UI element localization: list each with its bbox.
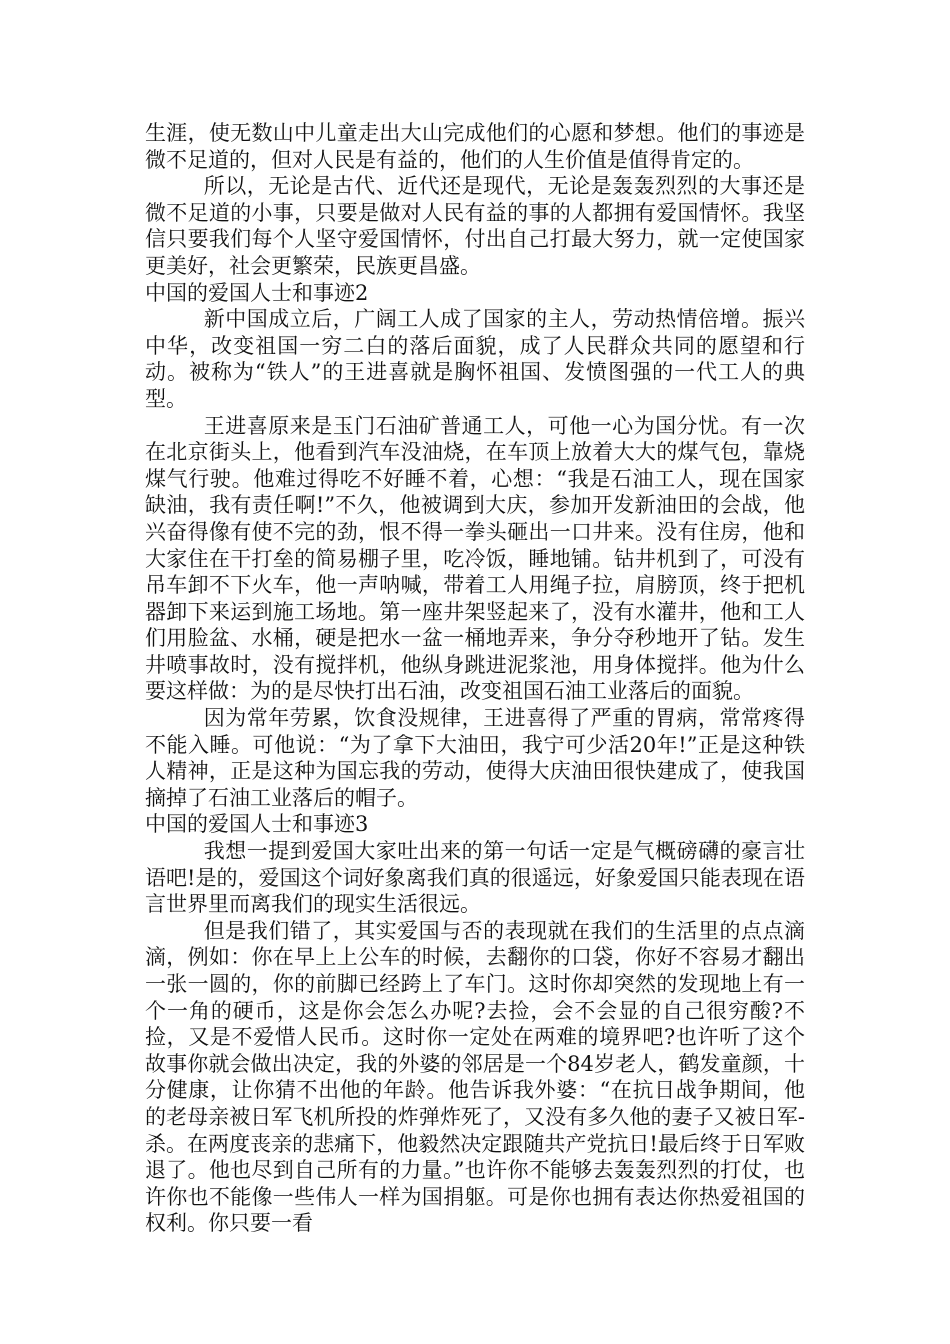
paragraph-3: 新中国成立后，广阔工人成了国家的主人，劳动热情倍增。振兴中华，改变祖国一穷二白的落后面貌，成了人民群众共同的愿望和行动。被称为“铁人”的王进喜就是胸怀祖国、发愤图强的一代工人的典型。 bbox=[145, 307, 805, 411]
section-heading-3: 中国的爱国人士和事迹3 bbox=[145, 812, 369, 837]
paragraph-2: 所以，无论是古代、近代还是现代，无论是轰轰烈烈的大事还是微不足道的小事，只要是做对人民有益的事的人都拥有爱国情怀。我坚信只要我们每个人坚守爱国情怀，付出自己打最大努力，就一定使国家更美好，社会更繁荣，民族更昌盛。 bbox=[145, 174, 805, 278]
document-page bbox=[145, 120, 805, 1237]
paragraph-6: 我想一提到爱国大家吐出来的第一句话一定是气概磅礴的豪言壮语吧!是的，爱国这个词好象离我们真的很遥远，好象爱国只能表现在语言世界里而离我们的现实生活很远。 bbox=[145, 839, 805, 917]
paragraph-5: 因为常年劳累，饮食没规律，王进喜得了严重的胃病，常常疼得不能入睡。可他说：“为了拿下大油田，我宁可少活20年!”正是这种铁人精神，正是这种为国忘我的劳动，使得大庆油田很快建成了，使我国摘掉了石油工业落后的帽子。 bbox=[145, 706, 805, 810]
paragraph-1: 生涯，使无数山中儿童走出大山完成他们的心愿和梦想。他们的事迹是微不足道的，但对人民是有益的，他们的人生价值是值得肯定的。 bbox=[145, 121, 805, 172]
paragraph-4: 王进喜原来是玉门石油矿普通工人，可他一心为国分忧。有一次在北京街头上，他看到汽车没油烧，在车顶上放着大大的煤气包，靠烧煤气行驶。他难过得吃不好睡不着，心想：“我是石油工人，现在国家缺油，我有责任啊!”不久，他被调到大庆，参加开发新油田的会战，他兴奋得像有使不完的劲，恨不得一拳头砸出一口井来。没有住房，他和大家住在干打垒的简易棚子里，吃冷饭，睡地铺。钻井机到了，可没有吊车卸不下火车，他一声呐喊，带着工人用绳子拉，肩膀顶，终于把机器卸下来运到施工场地。第一座井架竖起来了，没有水灌井，他和工人们用脸盆、水桶，硬是把水一盆一桶地弄来，争分夺秒地开了钻。发生井喷事故时，没有搅拌机，他纵身跳进泥浆池，用身体搅拌。他为什么要这样做：为的是尽快打出石油，改变祖国石油工业落后的面貌。 bbox=[145, 413, 805, 704]
paragraph-7: 但是我们错了，其实爱国与否的表现就在我们的生活里的点点滴滴，例如：你在早上上公车的时候，去翻你的口袋，你好不容易才翻出一张一圆的，你的前脚已经跨上了车门。这时你却突然的发现地上有一个一角的硬币，这是你会怎么办呢?去捡，会不会显的自己很穷酸?不捡，又是不爱惜人民币。这时你一定处在两难的境界吧?也许听了这个故事你就会做出决定，我的外婆的邻居是一个84岁老人，鹤发童颜，十分健康，让你猜不出他的年龄。他告诉我外婆：“在抗日战争期间，他的老母亲被日军飞机所投的炸弹炸死了，又没有多久他的妻子又被日军-杀。在两度丧亲的悲痛下，他毅然决定跟随共产党抗日!最后终于日军败退了。他也尽到自己所有的力量。”也许你不能够去轰轰烈烈的打仗，也许你也不能像一些伟人一样为国捐躯。可是你也拥有表达你热爱祖国的权利。你只要一看 bbox=[145, 918, 805, 1236]
section-heading-2: 中国的爱国人士和事迹2 bbox=[145, 280, 369, 305]
